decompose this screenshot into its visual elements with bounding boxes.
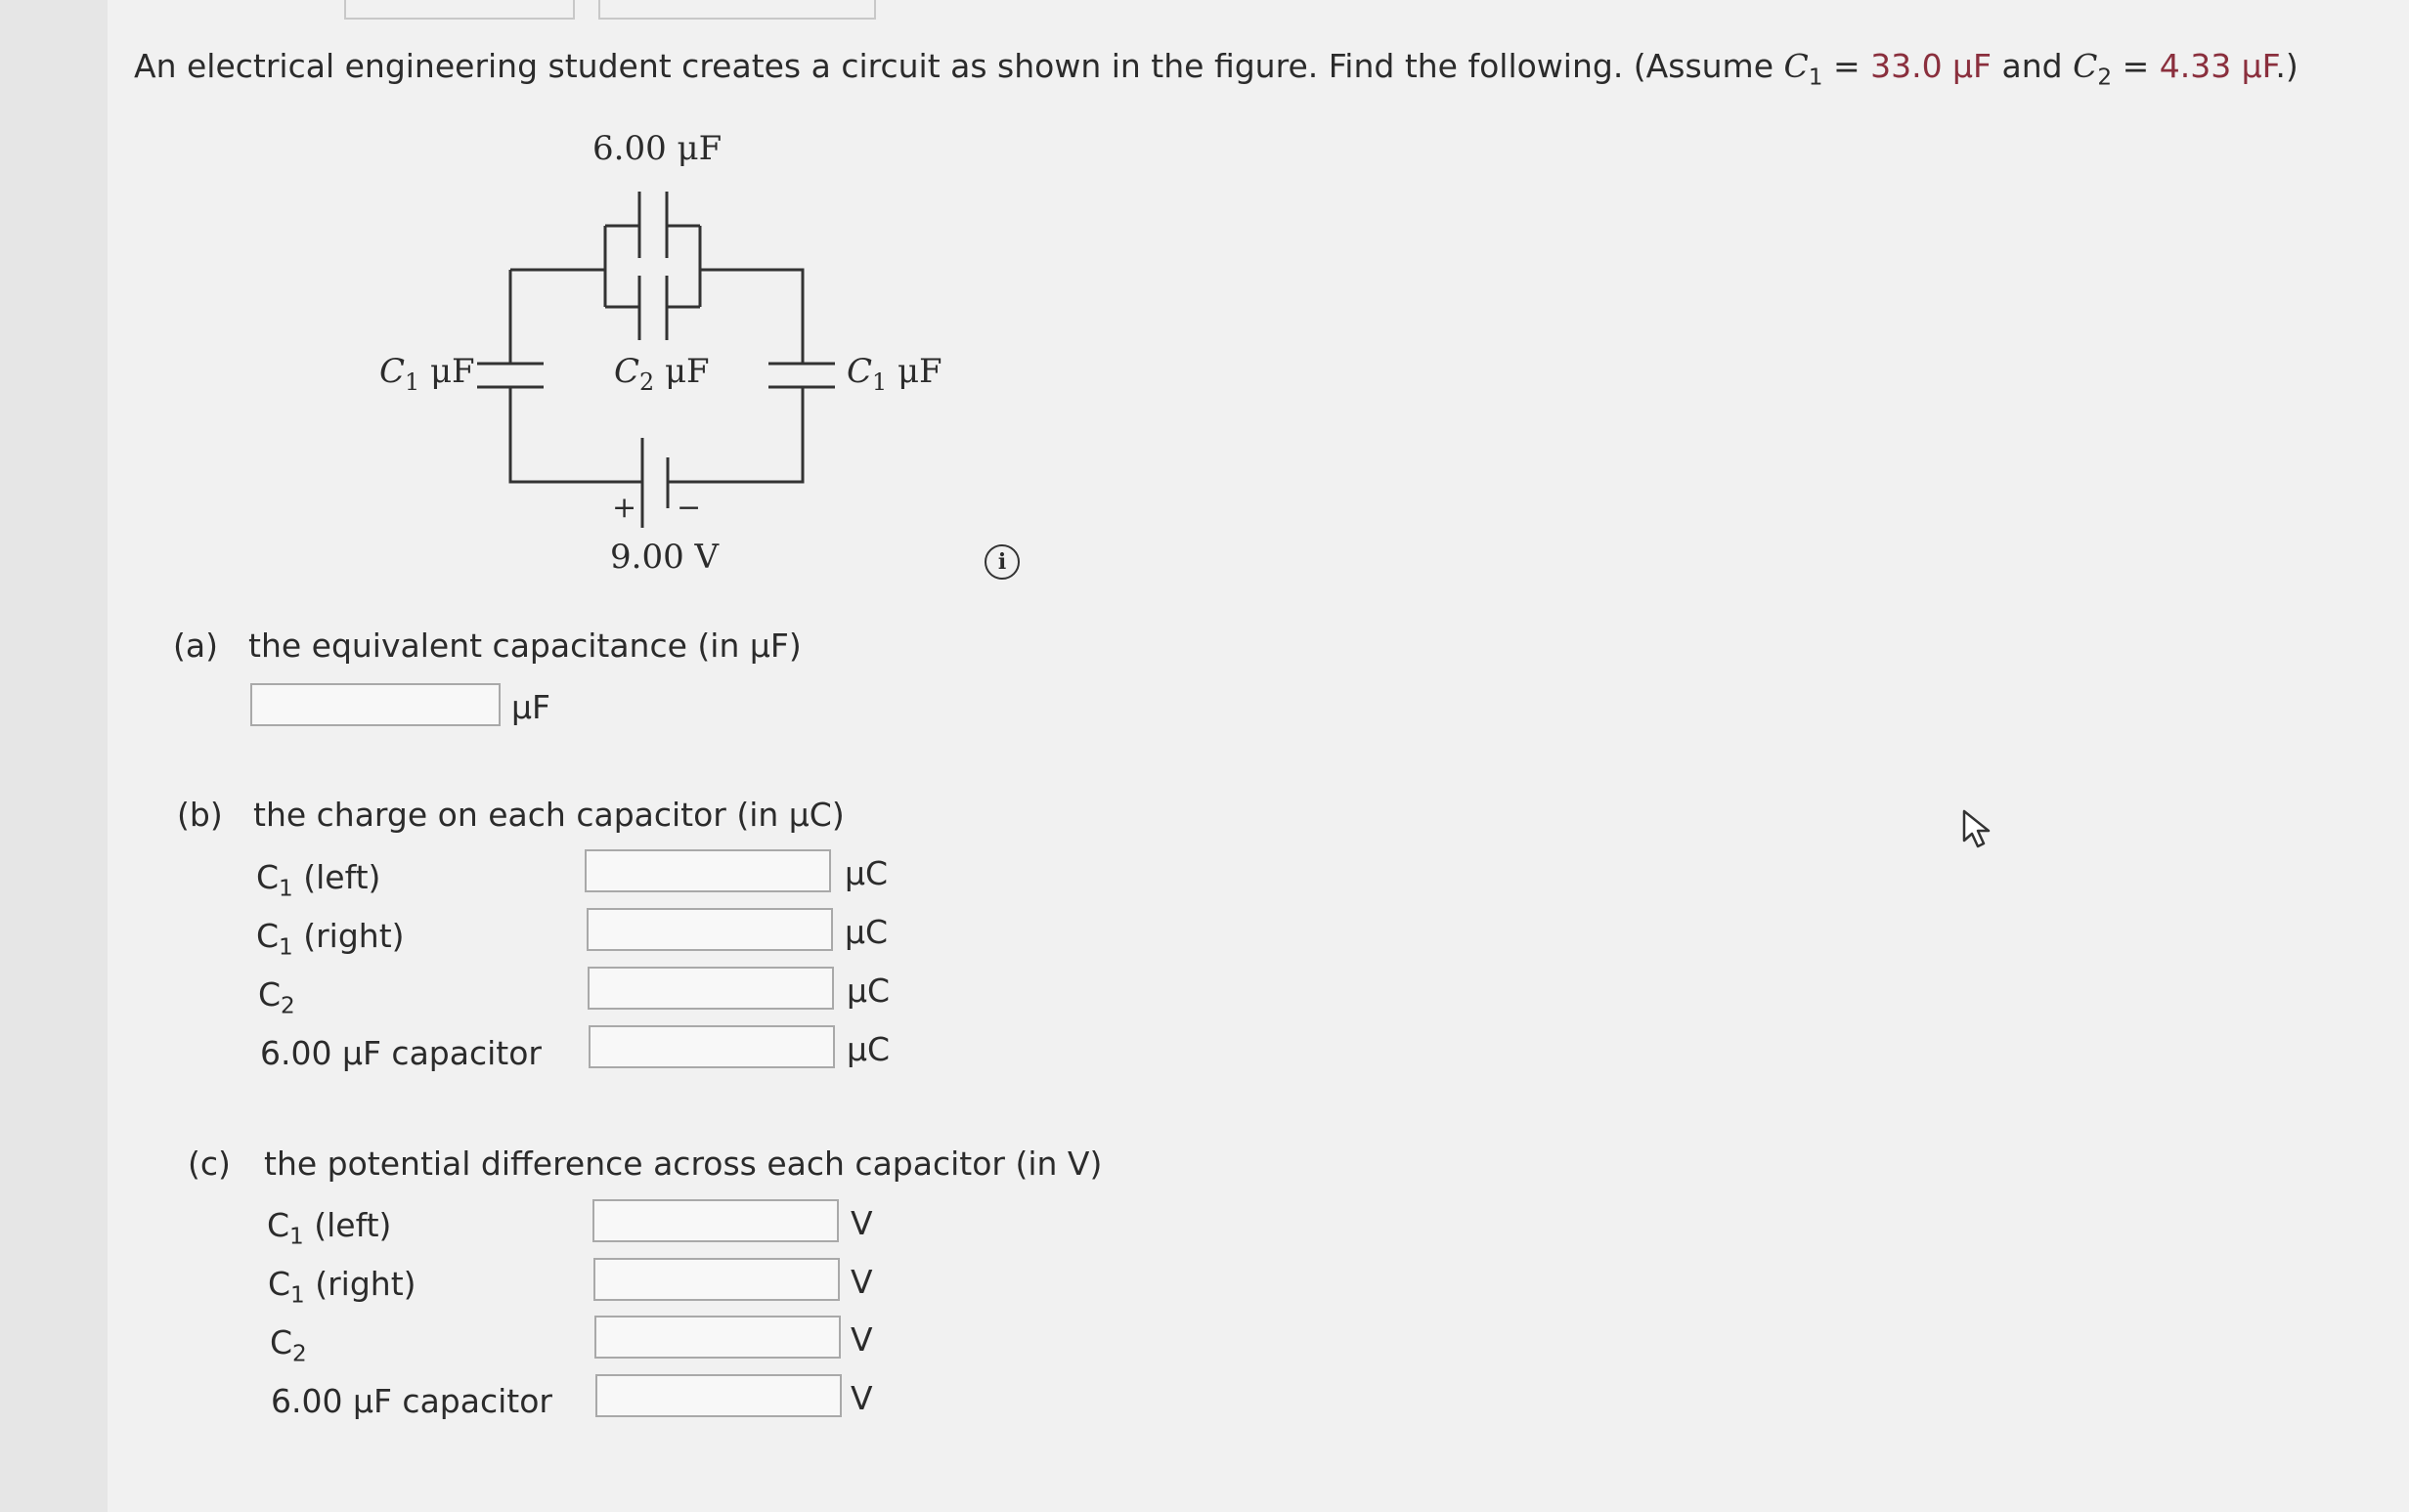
c2-label: $C_2$ μF xyxy=(614,352,710,396)
part-b-prompt: the charge on each capacitor (in μC) xyxy=(253,796,845,834)
charge-6uf-input[interactable] xyxy=(589,1025,835,1068)
part-a-letter: (a) xyxy=(173,626,218,665)
voltage-c2-input[interactable] xyxy=(594,1316,841,1359)
question-text: An electrical engineering student creates a circuit as shown in the figure. Find the following. (Assume $C_1 = 33.0$ μF and $C_2 = 4.33$ μF.) xyxy=(134,47,2299,91)
voltage-c1-right-input[interactable] xyxy=(593,1258,840,1301)
charge-6uf-unit: μC xyxy=(847,1030,891,1068)
top-capacitor-label: 6.00 μF xyxy=(592,129,723,168)
right-c1-label: $C_1$ μF xyxy=(847,352,942,396)
voltage-6uf-input[interactable] xyxy=(595,1374,842,1417)
voltage-6uf-label: 6.00 μF capacitor xyxy=(271,1382,552,1420)
charge-c2-unit: μC xyxy=(847,972,891,1010)
battery-voltage-label: 9.00 V xyxy=(610,538,720,577)
charge-c2-input[interactable] xyxy=(588,967,834,1010)
part-b-letter: (b) xyxy=(177,796,223,834)
voltage-c2-label: $C_2$ xyxy=(270,1323,307,1367)
charge-c1-left-input[interactable] xyxy=(585,849,831,892)
voltage-6uf-unit: V xyxy=(851,1379,873,1417)
charge-c1-right-label: $C_1$ (right) xyxy=(256,917,405,961)
top-tab-left[interactable] xyxy=(344,0,575,20)
top-tab-right[interactable] xyxy=(598,0,876,20)
charge-c1-right-input[interactable] xyxy=(587,908,833,951)
part-a-prompt: the equivalent capacitance (in μF) xyxy=(248,626,802,665)
voltage-c1-right-unit: V xyxy=(851,1263,873,1301)
charge-c1-left-unit: μC xyxy=(845,854,889,892)
voltage-c1-right-label: $C_1$ (right) xyxy=(268,1265,416,1309)
part-a-unit: μF xyxy=(511,688,550,726)
equivalent-capacitance-input[interactable] xyxy=(250,683,501,726)
part-c-letter: (c) xyxy=(188,1145,231,1183)
part-c-prompt: the potential difference across each capacitor (in V) xyxy=(264,1145,1103,1183)
circuit-figure xyxy=(362,129,987,586)
voltage-c2-unit: V xyxy=(851,1320,873,1359)
voltage-c1-left-unit: V xyxy=(851,1204,873,1242)
battery-plus-sign: + xyxy=(612,491,637,525)
pointer-cursor-icon xyxy=(1960,807,1999,854)
charge-c1-left-label: $C_1$ (left) xyxy=(256,858,381,902)
charge-6uf-label: 6.00 μF capacitor xyxy=(260,1034,542,1072)
left-c1-label: $C_1$ μF xyxy=(379,352,475,396)
battery-minus-sign: − xyxy=(677,491,702,525)
charge-c1-right-unit: μC xyxy=(845,913,889,951)
voltage-c1-left-input[interactable] xyxy=(592,1199,839,1242)
voltage-c1-left-label: $C_1$ (left) xyxy=(267,1206,392,1250)
charge-c2-label: $C_2$ xyxy=(258,975,295,1019)
info-icon[interactable]: i xyxy=(985,544,1020,580)
